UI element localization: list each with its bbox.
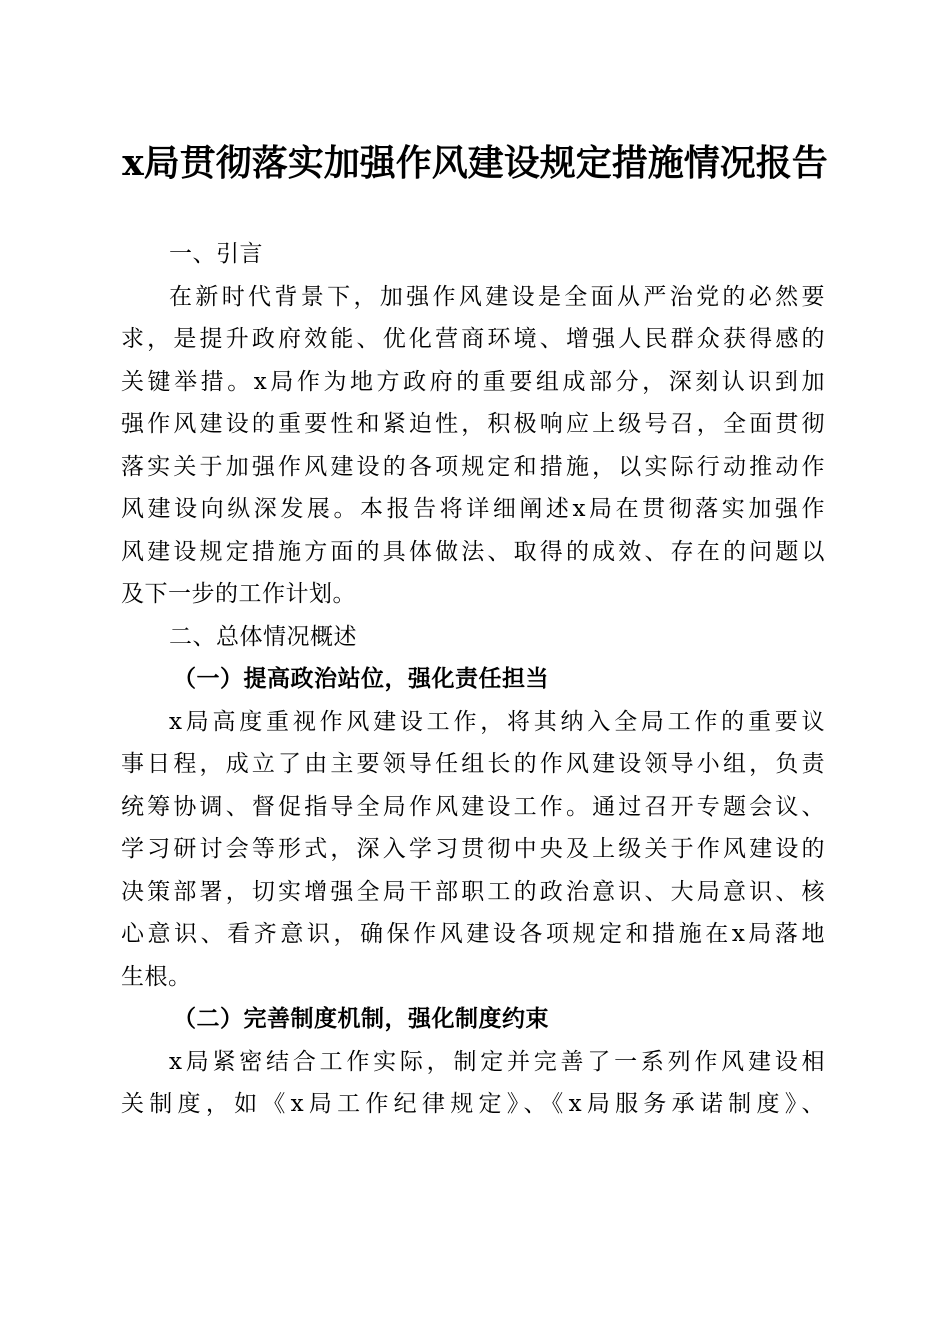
- paragraph-line: 学习研讨会等形式，深入学习贯彻中央及上级关于作风建设的: [121, 836, 825, 862]
- document-body: [121, 233, 825, 1126]
- paragraph-line: 决策部署，切实增强全局干部职工的政治意识、大局意识、核: [121, 878, 825, 905]
- paragraph-line: 求，是提升政府效能、优化营商环境、增强人民群众获得感的: [121, 326, 825, 352]
- paragraph-line: 生根。: [121, 963, 192, 990]
- paragraph-line: x局高度重视作风建设工作，将其纳入全局工作的重要议: [169, 708, 825, 735]
- subsection-heading: （二）完善制度机制，强化制度约束: [173, 1005, 549, 1032]
- paragraph-line: x局紧密结合工作实际，制定并完善了一系列作风建设相: [169, 1048, 825, 1075]
- paragraph-line: 及下一步的工作计划。: [121, 581, 356, 607]
- paragraph-line: 风建设向纵深发展。本报告将详细阐述x局在贯彻落实加强作: [121, 496, 825, 522]
- paragraph-line: 强作风建设的重要性和紧迫性，积极响应上级号召，全面贯彻: [121, 411, 825, 437]
- paragraph-line: 关键举措。x局作为地方政府的重要组成部分，深刻认识到加: [121, 368, 825, 395]
- paragraph-line: 在新时代背景下，加强作风建设是全面从严治党的必然要: [169, 283, 825, 310]
- section-heading: 一、引言: [169, 241, 263, 267]
- paragraph-line: 心意识、看齐意识，确保作风建设各项规定和措施在x局落地: [121, 921, 825, 947]
- subsection-heading: （一）提高政治站位，强化责任担当: [173, 665, 549, 692]
- paragraph-line: 事日程，成立了由主要领导任组长的作风建设领导小组，负责: [121, 751, 825, 777]
- paragraph-line: 统筹协调、督促指导全局作风建设工作。通过召开专题会议、: [121, 793, 825, 820]
- paragraph-line: 落实关于加强作风建设的各项规定和措施，以实际行动推动作: [121, 453, 825, 480]
- paragraph-line: 关制度，如《x局工作纪律规定》、《x局服务承诺制度》、: [121, 1091, 825, 1117]
- section-heading: 二、总体情况概述: [169, 623, 357, 650]
- paragraph-line: 风建设规定措施方面的具体做法、取得的成效、存在的问题以: [121, 538, 825, 565]
- document-title: x局贯彻落实加强作风建设规定措施情况报告: [122, 142, 828, 184]
